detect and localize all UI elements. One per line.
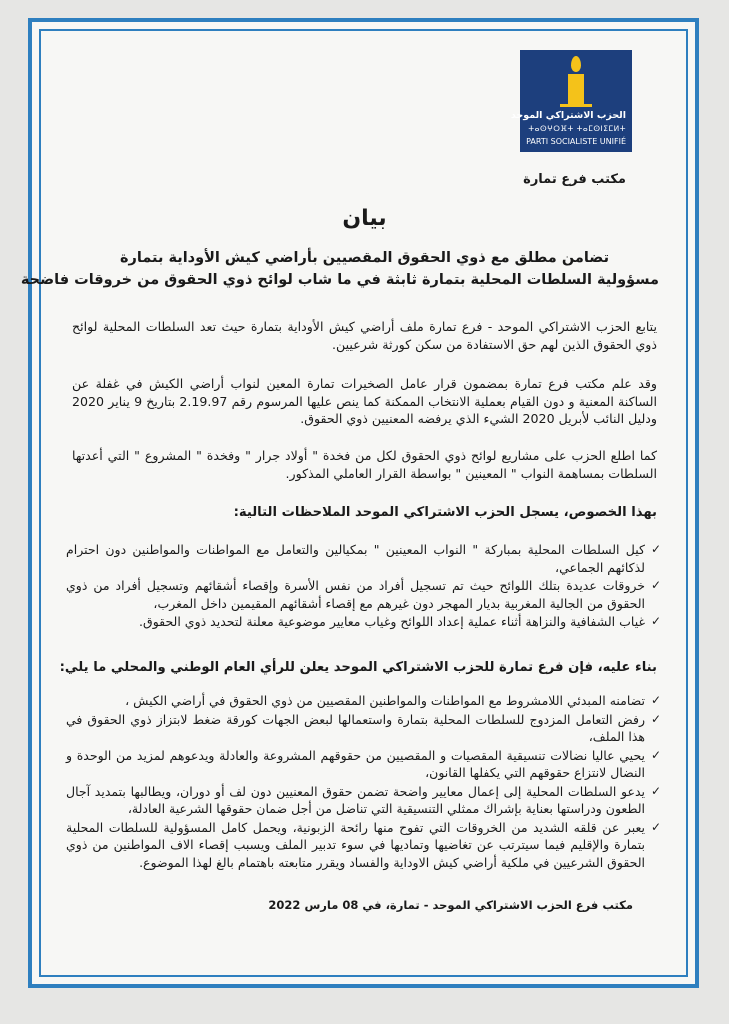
- check-icon: ✓: [650, 614, 661, 628]
- logo-tifinagh-text: ⵜⴰⵙⵖⵔⴼⵜ ⵜⴰⵎⵙⵏⵉⵎⵍⵜ: [528, 124, 626, 133]
- paragraph-2: وقد علم مكتب فرع تمارة بمضمون قرار عامل الصخيرات تمارة المعين لنواب أراضي الكيش في غفلة عن الساكنة المعنية و دون القيام بعملية الانتخاب الممكنة كما ينص عليها المرسوم رقم 2.19.97 بتاريخ 9 يناير 2020 ودليل النائب لأبريل 2020 الشيء الذي يرفضه المعنيين ذوي الحقوق.: [72, 376, 657, 426]
- check-icon: ✓: [650, 747, 661, 762]
- list-item: ✓ رفض التعامل المزدوج للسلطات المحلية بتمارة واستعمالها لبعض الجهات كورقة ضغط لابتزاز ذوي الحقوق في هذا الملف،: [66, 711, 661, 744]
- subtitle-1: تضامن مطلق مع ذوي الحقوق المقصيين بأراضي كيش الأوداية بتمارة: [119, 250, 610, 266]
- check-icon: ✓: [650, 578, 661, 592]
- check-icon: ✓: [650, 693, 661, 707]
- candle-icon: [568, 74, 584, 104]
- list-item: ✓ يحيي عاليا نضالات تنسيقية المقصيات و المقصيين من حقوقهم المشروعة والعادلة ويدعوهم لمزيد من الوحدة و النضال لانتزاع حقوقهم التي يكفلها القانون،: [66, 747, 661, 780]
- party-logo: [510, 50, 632, 152]
- list-item: ✓ غياب الشفافية والنزاهة أثناء عملية إعداد اللوائح وغياب معايير موضوعية معلنة لتحديد ذوي الحقوق.: [139, 614, 661, 629]
- check-icon: ✓: [650, 819, 661, 834]
- list-item: ✓ تضامنه المبدئي اللامشروط مع المواطنات والمواطنين المقصيين من ذوي الحقوق في أراضي الكيش ،: [125, 693, 661, 708]
- signature-line: مكتب فرع الحزب الاشتراكي الموحد - تمارة، في 08 مارس 2022: [268, 898, 633, 912]
- observations-list: [66, 541, 661, 632]
- list-item: ✓ يدعو السلطات المحلية إلى إعمال معايير واضحة تضمن حقوق المعنيين دون لف أو دوران، ويطالبها بتمديد آجال الطعون ودراستها بعناية بإشراك ممثلي التنسيقية التي تناضل من أجل ضمان حقوقها الشرعية العادلة،: [66, 783, 661, 816]
- subtitle-2: مسؤولية السلطات المحلية بتمارة ثابثة في ما شاب لوائح ذوي الحقوق من خروقات فاضحة: [20, 272, 659, 288]
- section-heading-observations: بهذا الخصوص، يسجل الحزب الاشتراكي الموحد الملاحظات التالية:: [233, 505, 657, 520]
- candle-flame-icon: [571, 56, 581, 72]
- list-item: ✓ خروقات عديدة بتلك اللوائح حيث تم تسجيل أفراد من نفس الأسرة وإقصاء أشقائهم وتسجيل أفراد من ذوي الحقوق من الجالية المغربية بديار المهجر دون غيرهم مع إقصاء أشقائهم المقيمين داخل المغرب،: [66, 578, 661, 611]
- check-icon: ✓: [650, 711, 661, 726]
- list-item: ✓ يعبر عن قلقه الشديد من الخروقات التي تفوح منها رائحة الزبونية، ويحمل كامل المسؤولية للسلطات المحلية بتمارة والإقليم فيما سيترتب عن تغاضيها وتماديها في سوء تدبير الملف ويسبب إقصاء الاف المواطنين من ذوي الحقوق الشرعيين في ملكية أراضي كيش الاوداية والفساد ويقرر متابعته باهتمام بالغ لهذا الموضوع.: [66, 819, 661, 870]
- paragraph-3: كما اطلع الحزب على مشاريع لوائح ذوي الحقوق لكل من فخدة " أولاد جرار " وفخدة " المشروع " التي أعدتها السلطات بمساهمة النواب " المعينين " بواسطة القرار العاملي المذكور.: [72, 448, 657, 481]
- check-icon: ✓: [650, 783, 661, 798]
- logo-french-text: PARTI SOCIALISTE UNIFIÉ: [526, 137, 626, 146]
- candle-base: [560, 104, 592, 107]
- declarations-list: [66, 692, 661, 872]
- check-icon: ✓: [650, 542, 661, 556]
- office-label: مكتب فرع تمارة: [523, 172, 626, 187]
- section-heading-declarations: بناء عليه، فإن فرع تمارة للحزب الاشتراكي الموحد يعلن للرأي العام الوطني والمحلي ما يلي:: [59, 660, 657, 675]
- document-title: بيان: [342, 206, 387, 231]
- paragraph-1: يتابع الحزب الاشتراكي الموحد - فرع تمارة ملف أراضي كيش الأوداية بتمارة حيث تعد السلطات المحلية لوائح ذوي الحقوق الذين لهم حق الاستفادة من سكن كورثة شرعيين.: [72, 319, 657, 352]
- list-item: ✓ كيل السلطات المحلية بمباركة " النواب المعينين " بمكيالين والتعامل مع المواطنات والمواطنين دون احترام لذكائهم الجماعي،: [66, 542, 661, 575]
- logo-arabic-text: الحزب الاشتراكي الموحد: [510, 110, 626, 121]
